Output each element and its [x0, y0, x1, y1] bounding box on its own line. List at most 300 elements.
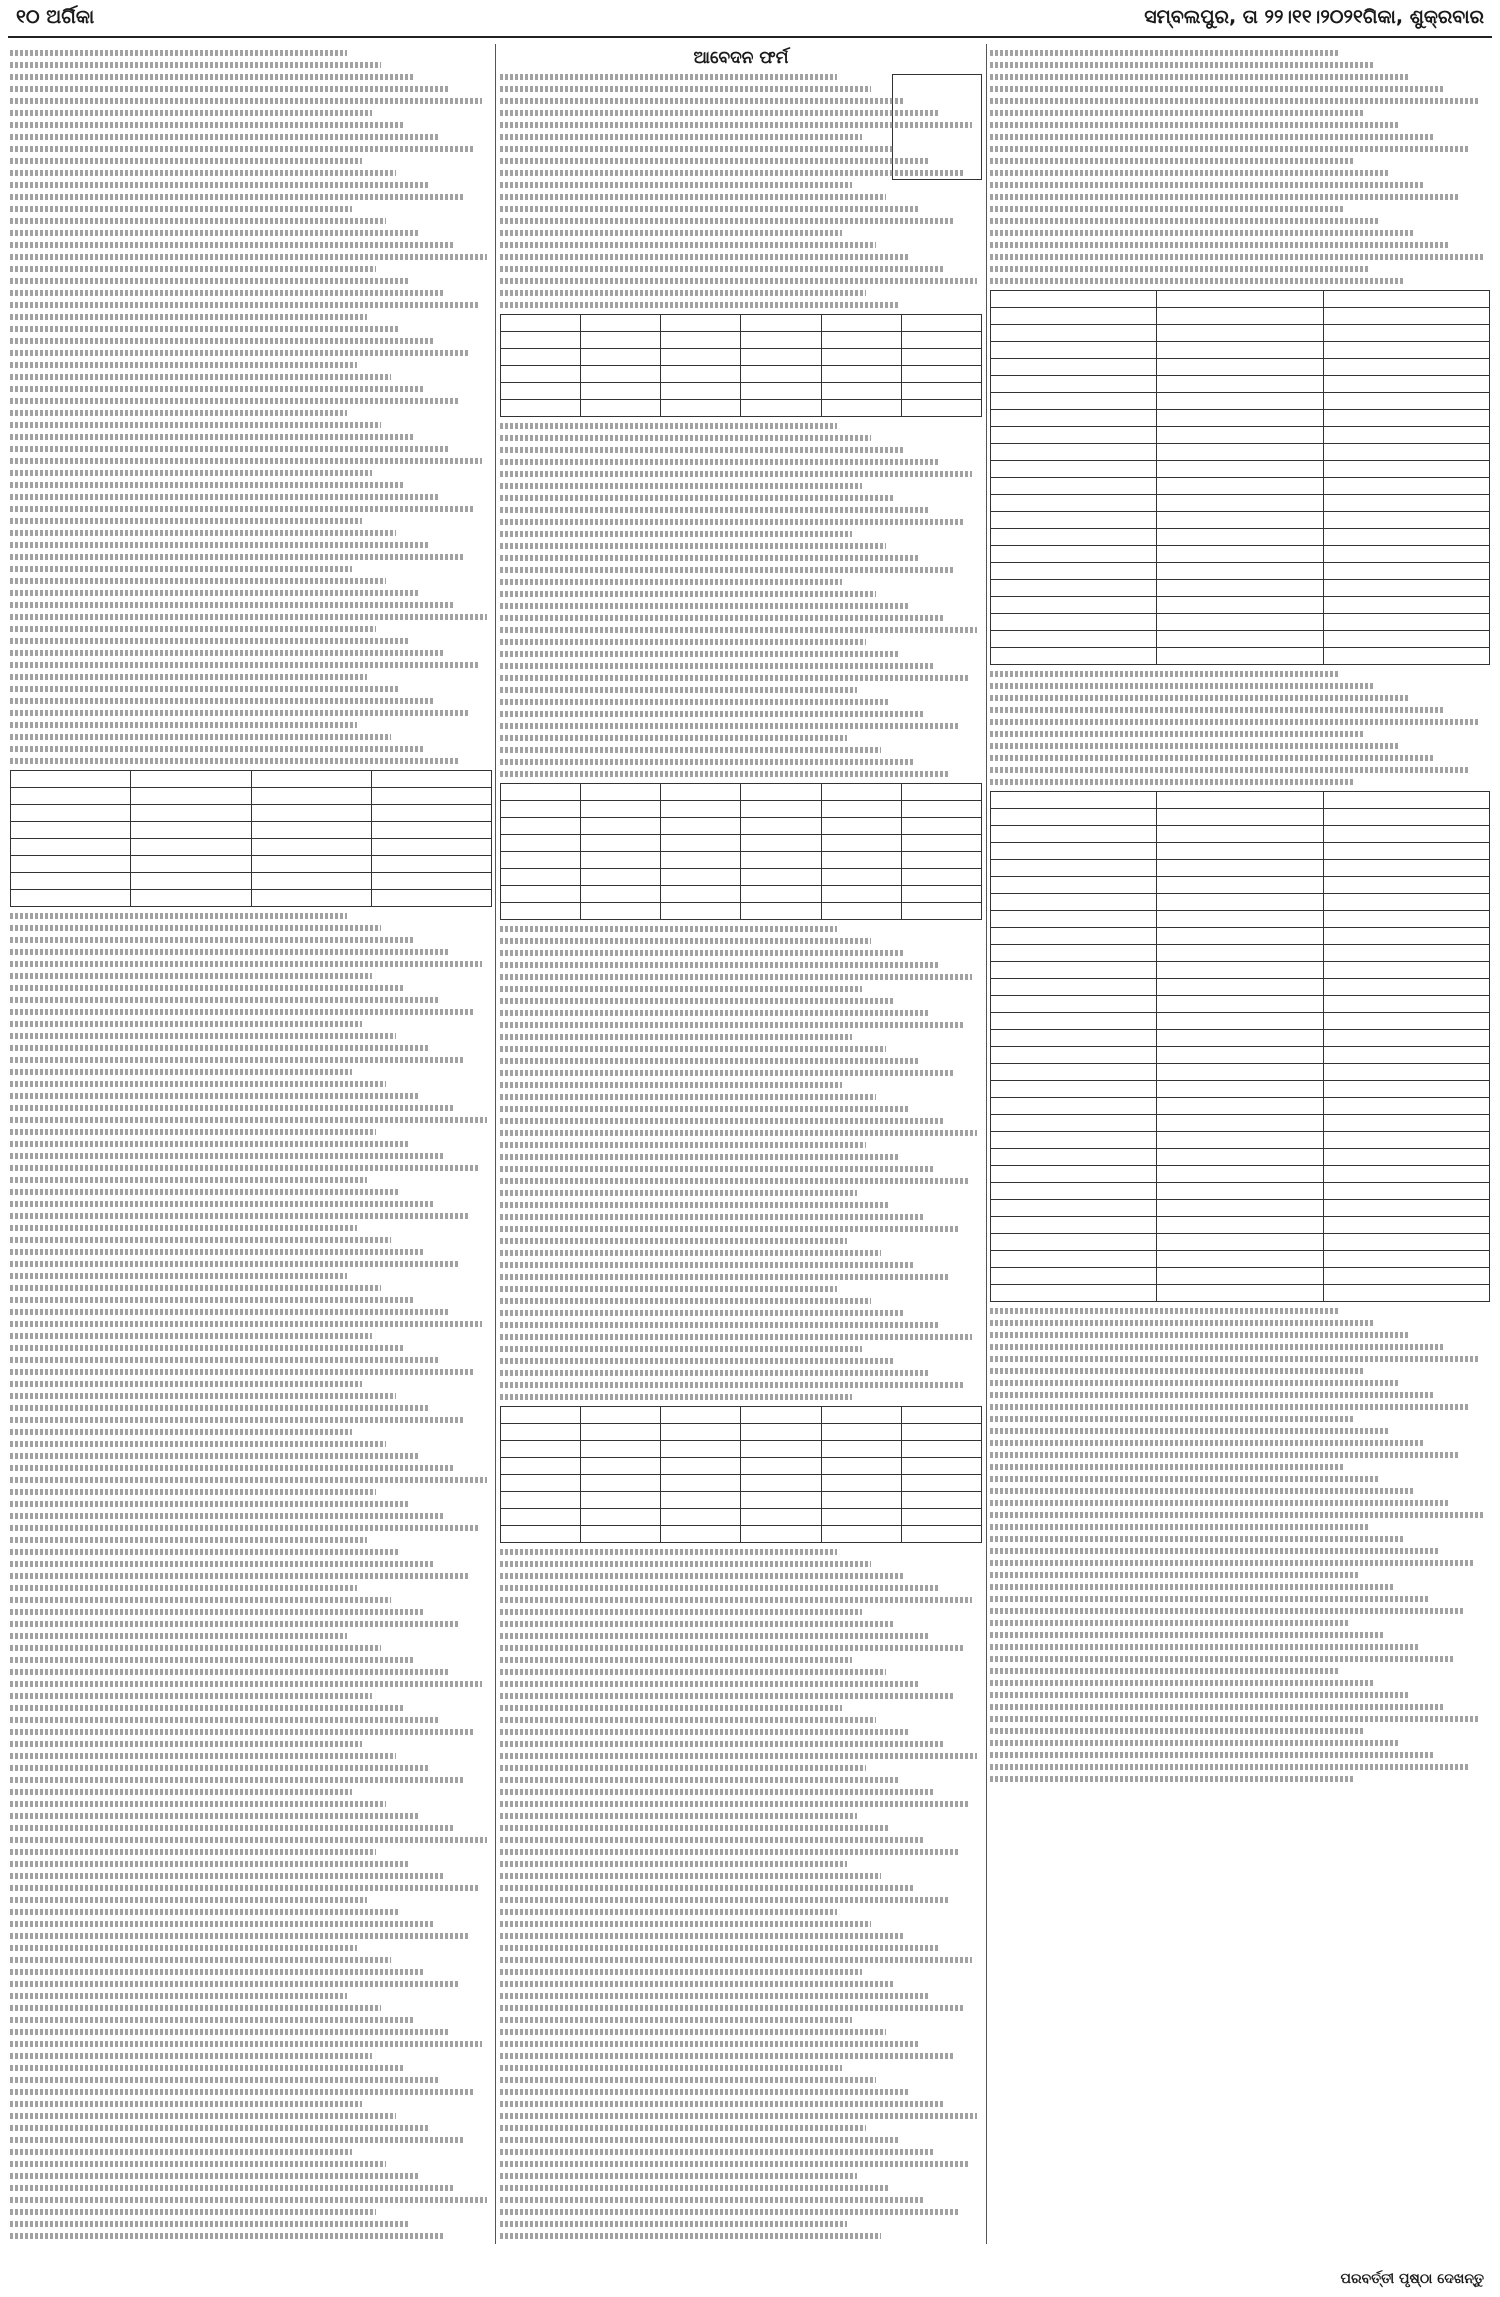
table-cell	[11, 839, 131, 856]
table-cell	[821, 1458, 901, 1475]
text-line	[10, 398, 458, 404]
text-line	[990, 1704, 1445, 1710]
text-line	[500, 2113, 977, 2119]
table-cell	[501, 1526, 581, 1543]
table-cell	[741, 903, 821, 920]
text-line	[10, 1573, 468, 1579]
text-line	[10, 1537, 367, 1543]
text-line	[500, 1298, 871, 1304]
table-cell	[901, 1509, 981, 1526]
table-cell	[581, 886, 661, 903]
text-line	[10, 1249, 425, 1255]
table-cell	[1323, 1285, 1489, 1302]
table-cell	[741, 784, 821, 801]
text-line	[990, 206, 1345, 212]
text-line	[500, 507, 929, 513]
text-line	[500, 1118, 943, 1124]
text-line	[500, 2221, 847, 2227]
text-line	[10, 1093, 420, 1099]
table-cell	[991, 809, 1157, 826]
table-cell	[991, 597, 1157, 614]
table-cell	[661, 903, 741, 920]
text-line	[10, 74, 415, 80]
text-line	[500, 615, 943, 621]
table-cell	[501, 903, 581, 920]
table-cell	[1323, 376, 1489, 393]
text-line	[500, 1693, 953, 1699]
text-line	[10, 434, 415, 440]
table-cell	[501, 366, 581, 383]
table-cell	[1323, 393, 1489, 410]
table-cell	[661, 1509, 741, 1526]
table-cell	[1323, 792, 1489, 809]
text-line	[10, 2185, 453, 2191]
table-cell	[1157, 843, 1323, 860]
text-line	[500, 531, 852, 537]
text-line	[500, 1022, 963, 1028]
table-cell	[1323, 1234, 1489, 1251]
table-cell	[501, 1509, 581, 1526]
table-cell	[991, 1047, 1157, 1064]
table-cell	[821, 1424, 901, 1441]
text-line	[990, 1380, 1400, 1386]
text-line	[500, 1969, 862, 1975]
text-line	[500, 1070, 953, 1076]
table-cell	[1157, 945, 1323, 962]
text-line	[500, 1885, 915, 1891]
text-line	[990, 1428, 1390, 1434]
text-line	[500, 1681, 919, 1687]
text-line	[10, 290, 444, 296]
text-line	[10, 470, 372, 476]
text-line	[10, 1969, 425, 1975]
table-cell	[821, 903, 901, 920]
text-line	[990, 1764, 1470, 1770]
text-line	[10, 1213, 468, 1219]
table-cell	[741, 366, 821, 383]
text-line	[500, 1909, 837, 1915]
table-cell	[661, 835, 741, 852]
text-line	[10, 1321, 482, 1327]
text-line	[990, 158, 1355, 164]
text-line	[500, 926, 837, 932]
table-cell	[1323, 1166, 1489, 1183]
text-line	[10, 1309, 449, 1315]
table-cell	[991, 631, 1157, 648]
middle-column-application-form	[500, 44, 982, 2244]
text-line	[10, 1561, 434, 1567]
table-cell	[251, 839, 371, 856]
table-cell	[1323, 1013, 1489, 1030]
table-cell	[501, 835, 581, 852]
table-cell	[1323, 410, 1489, 427]
text-line	[500, 603, 910, 609]
table-cell	[741, 1458, 821, 1475]
text-line	[10, 1189, 400, 1195]
text-line	[10, 2125, 429, 2131]
table-cell	[1157, 1149, 1323, 1166]
text-line	[500, 290, 866, 296]
text-line	[990, 731, 1365, 737]
table-cell	[821, 383, 901, 400]
text-line	[10, 62, 381, 68]
table-cell	[661, 366, 741, 383]
table-cell	[821, 1407, 901, 1424]
text-line	[10, 1705, 405, 1711]
table-cell	[1323, 546, 1489, 563]
table-cell	[1323, 580, 1489, 597]
text-line	[990, 1356, 1480, 1362]
table-cell	[1157, 826, 1323, 843]
text-line	[10, 182, 429, 188]
table-cell	[661, 1526, 741, 1543]
table-cell	[581, 1424, 661, 1441]
table-cell	[1323, 1251, 1489, 1268]
text-line	[500, 483, 862, 489]
text-line	[500, 1370, 929, 1376]
table-cell	[1157, 928, 1323, 945]
text-line	[10, 1669, 449, 1675]
text-line	[500, 1873, 881, 1879]
text-line	[990, 1776, 1355, 1782]
page-header	[0, 0, 1500, 34]
text-line	[500, 2005, 963, 2011]
table-cell	[901, 852, 981, 869]
text-line	[10, 1933, 468, 1939]
text-line	[10, 206, 352, 212]
form-table	[10, 770, 492, 907]
table-cell	[501, 383, 581, 400]
table-cell	[661, 332, 741, 349]
table-cell	[1323, 342, 1489, 359]
table-cell	[991, 1064, 1157, 1081]
text-line	[10, 578, 386, 584]
table-cell	[1323, 928, 1489, 945]
text-line	[10, 1993, 347, 1999]
text-line	[500, 1573, 905, 1579]
form-table	[990, 290, 1490, 665]
table-cell	[1157, 1183, 1323, 1200]
left-column-notice-text	[10, 44, 492, 2244]
text-line	[500, 1202, 890, 1208]
table-cell	[991, 376, 1157, 393]
table-cell	[501, 400, 581, 417]
text-line	[10, 1501, 410, 1507]
table-cell	[1157, 308, 1323, 325]
text-line	[10, 386, 425, 392]
text-line	[10, 2209, 376, 2215]
text-line	[500, 1981, 895, 1987]
text-line	[10, 446, 449, 452]
table-cell	[581, 852, 661, 869]
table-cell	[1157, 631, 1323, 648]
table-cell	[131, 873, 251, 890]
table-cell	[371, 788, 491, 805]
text-line	[10, 758, 458, 764]
text-line	[10, 2197, 487, 2203]
text-line	[10, 326, 400, 332]
text-line	[500, 1801, 968, 1807]
table-cell	[991, 1115, 1157, 1132]
table-cell	[1157, 860, 1323, 877]
table-cell	[741, 1475, 821, 1492]
table-cell	[1157, 1013, 1323, 1030]
text-line	[500, 2077, 876, 2083]
text-line	[10, 2113, 396, 2119]
text-line	[500, 2065, 842, 2071]
text-line	[10, 1297, 415, 1303]
table-cell	[131, 788, 251, 805]
text-line	[10, 362, 357, 368]
table-cell	[1323, 1132, 1489, 1149]
text-line	[10, 314, 367, 320]
text-line	[500, 1262, 915, 1268]
text-line	[990, 1632, 1385, 1638]
text-line	[990, 86, 1445, 92]
text-line	[990, 1404, 1470, 1410]
table-cell	[991, 342, 1157, 359]
table-cell	[131, 856, 251, 873]
text-line	[500, 1010, 929, 1016]
text-line	[500, 423, 837, 429]
table-cell	[991, 410, 1157, 427]
table-cell	[821, 332, 901, 349]
text-line	[500, 1777, 900, 1783]
table-cell	[501, 1407, 581, 1424]
text-line	[500, 1130, 977, 1136]
text-line	[10, 1849, 376, 1855]
table-cell	[991, 359, 1157, 376]
text-line	[990, 719, 1480, 725]
text-line	[10, 158, 362, 164]
text-line	[990, 779, 1355, 785]
table-cell	[821, 801, 901, 818]
text-line	[990, 98, 1480, 104]
text-line	[500, 206, 919, 212]
table-cell	[501, 818, 581, 835]
table-cell	[1323, 495, 1489, 512]
table-cell	[1323, 979, 1489, 996]
text-line	[10, 1429, 352, 1435]
text-line	[500, 1813, 857, 1819]
table-cell	[991, 860, 1157, 877]
text-line	[10, 1393, 396, 1399]
table-cell	[581, 400, 661, 417]
text-line	[500, 675, 968, 681]
text-line	[10, 2077, 439, 2083]
table-cell	[371, 822, 491, 839]
table-cell	[901, 1424, 981, 1441]
table-cell	[991, 826, 1157, 843]
table-cell	[1323, 1200, 1489, 1217]
table-cell	[1157, 427, 1323, 444]
table-cell	[1157, 1064, 1323, 1081]
text-line	[990, 1680, 1375, 1686]
text-line	[500, 1753, 977, 1759]
text-line	[500, 519, 963, 525]
table-cell	[661, 801, 741, 818]
text-line	[500, 2233, 881, 2239]
text-line	[10, 1813, 420, 1819]
text-line	[10, 949, 449, 955]
text-line	[500, 122, 972, 128]
text-line	[10, 1861, 410, 1867]
table-cell	[821, 835, 901, 852]
text-line	[500, 1394, 852, 1400]
text-line	[10, 50, 347, 56]
text-line	[990, 1560, 1475, 1566]
table-cell	[821, 1509, 901, 1526]
text-line	[990, 1320, 1375, 1326]
text-line	[10, 410, 347, 416]
table-cell	[1157, 1132, 1323, 1149]
table-cell	[991, 427, 1157, 444]
text-line	[10, 1765, 429, 1771]
text-line	[10, 110, 372, 116]
text-line	[500, 2053, 953, 2059]
text-line	[990, 218, 1380, 224]
text-line	[10, 1921, 434, 1927]
table-cell	[991, 563, 1157, 580]
text-line	[500, 1765, 866, 1771]
table-cell	[1323, 359, 1489, 376]
text-line	[10, 2149, 352, 2155]
table-cell	[1323, 1268, 1489, 1285]
text-line	[10, 1357, 439, 1363]
table-cell	[501, 1475, 581, 1492]
table-cell	[661, 818, 741, 835]
text-line	[990, 1392, 1435, 1398]
table-cell	[11, 771, 131, 788]
text-line	[500, 962, 939, 968]
table-cell	[991, 529, 1157, 546]
table-cell	[661, 1424, 741, 1441]
text-line	[10, 590, 420, 596]
text-line	[500, 2017, 852, 2023]
text-line	[990, 1656, 1455, 1662]
text-line	[10, 650, 444, 656]
table-cell	[821, 1492, 901, 1509]
text-line	[10, 1897, 367, 1903]
table-cell	[131, 839, 251, 856]
text-line	[990, 170, 1390, 176]
table-cell	[1323, 996, 1489, 1013]
text-line	[10, 1489, 376, 1495]
text-line	[500, 1274, 948, 1280]
table-cell	[901, 383, 981, 400]
table-cell	[11, 873, 131, 890]
table-cell	[581, 315, 661, 332]
table-cell	[581, 349, 661, 366]
text-line	[10, 1453, 420, 1459]
text-line	[500, 543, 886, 549]
table-cell	[1323, 911, 1489, 928]
table-cell	[991, 1149, 1157, 1166]
text-line	[500, 1717, 876, 1723]
table-cell	[11, 890, 131, 907]
table-cell	[741, 818, 821, 835]
table-cell	[1323, 614, 1489, 631]
text-line	[500, 627, 977, 633]
text-line	[500, 759, 915, 765]
table-cell	[1323, 1149, 1489, 1166]
text-line	[500, 1741, 943, 1747]
text-line	[500, 1837, 924, 1843]
text-line	[10, 98, 482, 104]
table-cell	[1323, 1064, 1489, 1081]
table-cell	[581, 903, 661, 920]
table-cell	[1323, 860, 1489, 877]
text-line	[10, 2029, 449, 2035]
table-cell	[371, 873, 491, 890]
table-cell	[991, 979, 1157, 996]
text-line	[990, 266, 1370, 272]
text-line	[10, 230, 420, 236]
table-cell	[901, 1441, 981, 1458]
table-cell	[1323, 894, 1489, 911]
text-line	[990, 74, 1410, 80]
table-cell	[131, 805, 251, 822]
text-line	[500, 1789, 934, 1795]
text-line	[500, 1286, 837, 1292]
text-line	[500, 1705, 842, 1711]
table-cell	[821, 784, 901, 801]
text-line	[500, 1178, 968, 1184]
text-line	[10, 278, 410, 284]
text-line	[10, 710, 468, 716]
text-line	[10, 1621, 458, 1627]
table-cell	[991, 1251, 1157, 1268]
text-line	[500, 1849, 958, 1855]
text-line	[10, 2221, 410, 2227]
table-cell	[251, 890, 371, 907]
table-cell	[251, 856, 371, 873]
text-line	[500, 1322, 939, 1328]
text-line	[10, 2089, 473, 2095]
text-line	[10, 566, 352, 572]
text-line	[500, 663, 934, 669]
table-cell	[661, 349, 741, 366]
table-cell	[991, 1098, 1157, 1115]
text-line	[10, 1549, 400, 1555]
table-cell	[1323, 809, 1489, 826]
text-line	[10, 1261, 458, 1267]
text-line	[10, 518, 362, 524]
table-cell	[901, 801, 981, 818]
text-line	[500, 1933, 905, 1939]
text-line	[10, 146, 473, 152]
text-line	[990, 707, 1445, 713]
table-cell	[251, 873, 371, 890]
dateline: ସମ୍ବଲପୁର, ତା ୨୨।୧୧।୨୦୨୧ଗିକା, ଶୁକ୍ରବାର	[1144, 6, 1484, 28]
text-line	[10, 1033, 396, 1039]
table-cell	[1323, 1098, 1489, 1115]
text-line	[10, 86, 449, 92]
text-line	[990, 743, 1400, 749]
table-cell	[501, 1424, 581, 1441]
text-line	[10, 734, 391, 740]
text-line	[10, 997, 439, 1003]
table-cell	[661, 1492, 741, 1509]
table-cell	[1323, 461, 1489, 478]
text-line	[500, 2161, 968, 2167]
table-cell	[1157, 979, 1323, 996]
text-line	[500, 1621, 895, 1627]
text-line	[500, 1250, 881, 1256]
text-line	[10, 722, 357, 728]
text-line	[10, 122, 405, 128]
text-line	[10, 1909, 400, 1915]
